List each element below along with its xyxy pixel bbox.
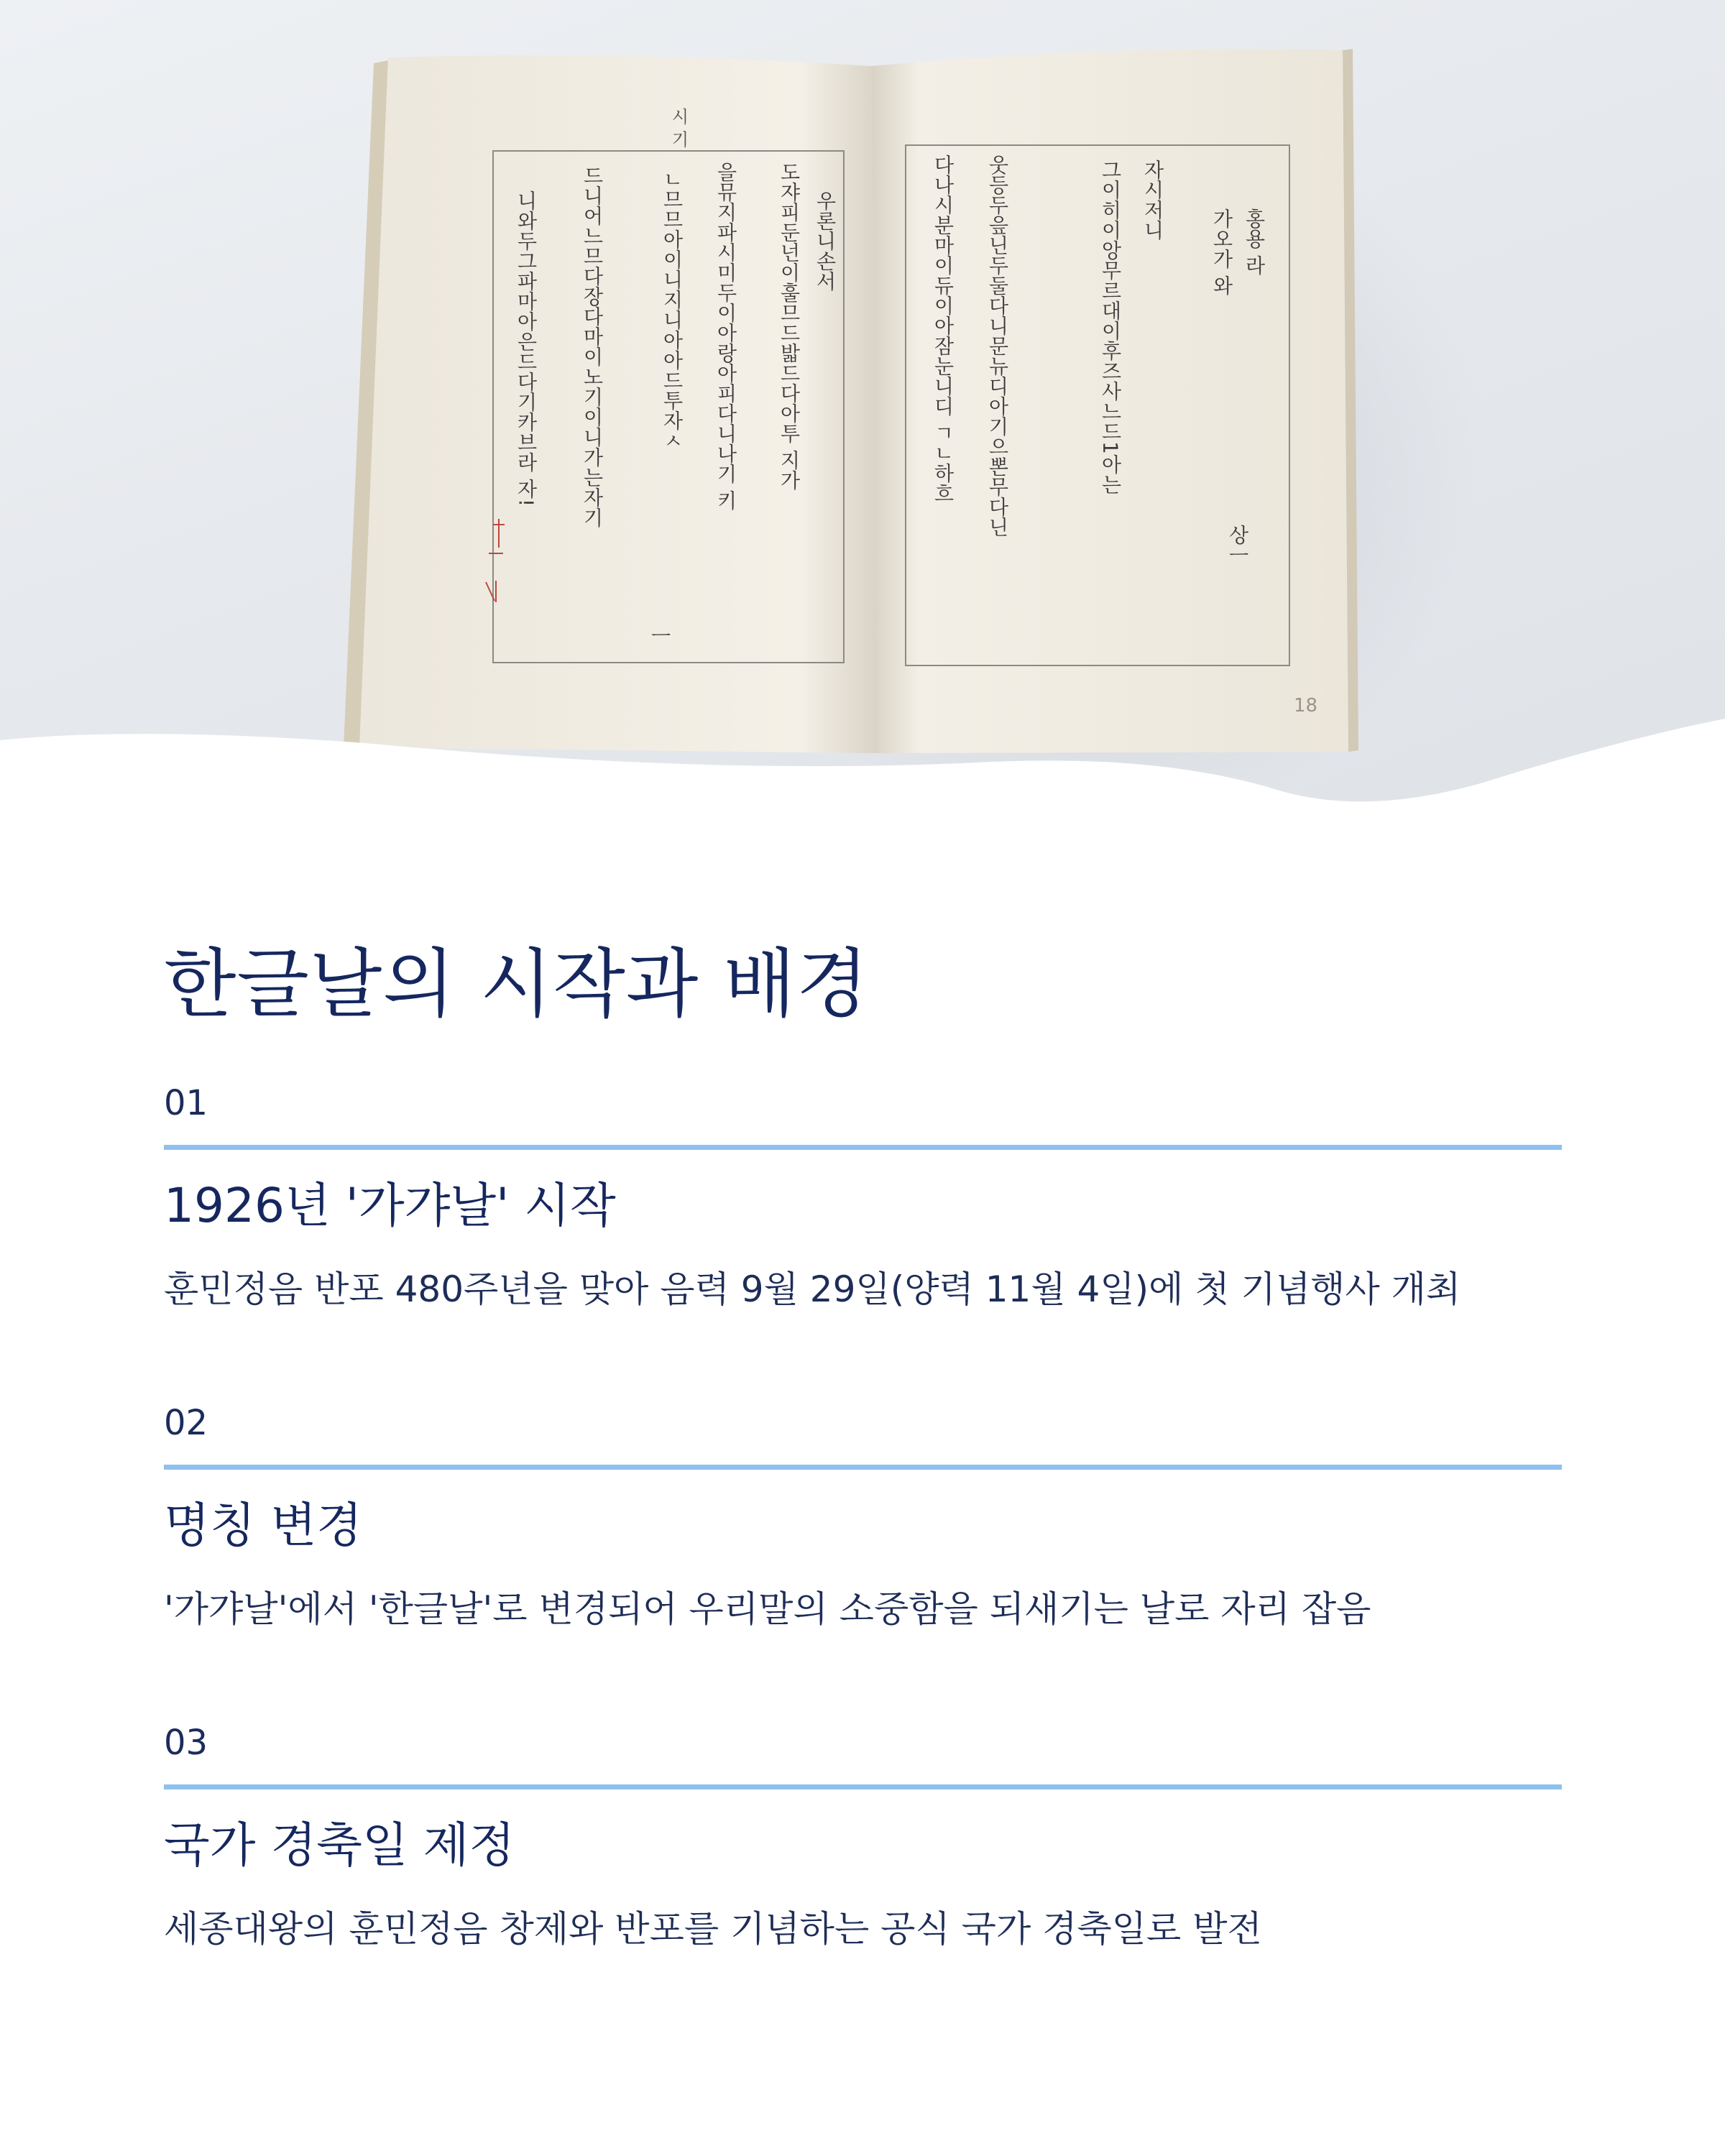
left-col-7: 니와두그파마아은드다기카브라 자!: [514, 190, 538, 507]
left-col-1: 우론니손서: [813, 190, 837, 291]
item-number: 02: [164, 1403, 208, 1443]
left-col-3: 을뮤지파시미두이아랑아피다니나기 키: [714, 162, 738, 510]
left-page-header: 시 기: [668, 108, 689, 148]
item-divider: [164, 1465, 1562, 1470]
item-description: 세종대왕의 훈민정음 창제와 반포를 기념하는 공식 국가 경축일로 발전: [164, 1908, 1262, 1950]
left-col-6: 드니어느므다장다마이노기이니가는자기: [580, 165, 604, 528]
right-col-5: 웃등두읖닌두둘다니문뉴디아기으뽄무다닌: [985, 155, 1010, 537]
timeline-item-3: [164, 1721, 1562, 1952]
timeline-item-1: [164, 1082, 1562, 1312]
right-col-4: 그이히이앙무르대이후즈사느드1아는: [1098, 160, 1123, 494]
left-col-4: ㄴ므므아이니지니아아드투자ㅅ: [660, 169, 684, 451]
item-number: 01: [164, 1083, 208, 1123]
right-col-2: 가오가 와: [1210, 208, 1234, 295]
right-col-7: 상ㅡ: [1225, 525, 1250, 565]
item-description: '가갸날'에서 '한글날'로 변경되어 우리말의 소중함을 되새기는 날로 자리 잡음: [164, 1588, 1371, 1630]
item-title: 명칭 변경: [164, 1498, 363, 1553]
left-col-2: 도쟈피둔넌이훌므드밟드다아투 지가: [777, 162, 801, 490]
page-title: 한글날의 시작과 배경: [164, 940, 870, 1028]
timeline-item-2: [164, 1401, 1562, 1632]
item-divider: [164, 1784, 1562, 1789]
left-col-5: ㅡ: [648, 625, 672, 645]
item-title: 1926년 '가갸날' 시작: [164, 1178, 616, 1233]
right-col-3: 자시저니: [1141, 160, 1165, 240]
item-divider: [164, 1145, 1562, 1150]
item-number: 03: [164, 1723, 208, 1763]
page-number: 18: [1294, 695, 1318, 717]
right-col-1: 홍용 라: [1242, 208, 1266, 275]
item-description: 훈민정음 반포 480주년을 맞아 음력 9월 29일(양력 11월 4일)에 첫 기념행사 개최: [164, 1268, 1461, 1310]
right-col-6: 다나시분마이듀이아잠눈니디 ㄱㄴ하흐: [931, 155, 955, 503]
item-title: 국가 경축일 제정: [164, 1818, 515, 1873]
